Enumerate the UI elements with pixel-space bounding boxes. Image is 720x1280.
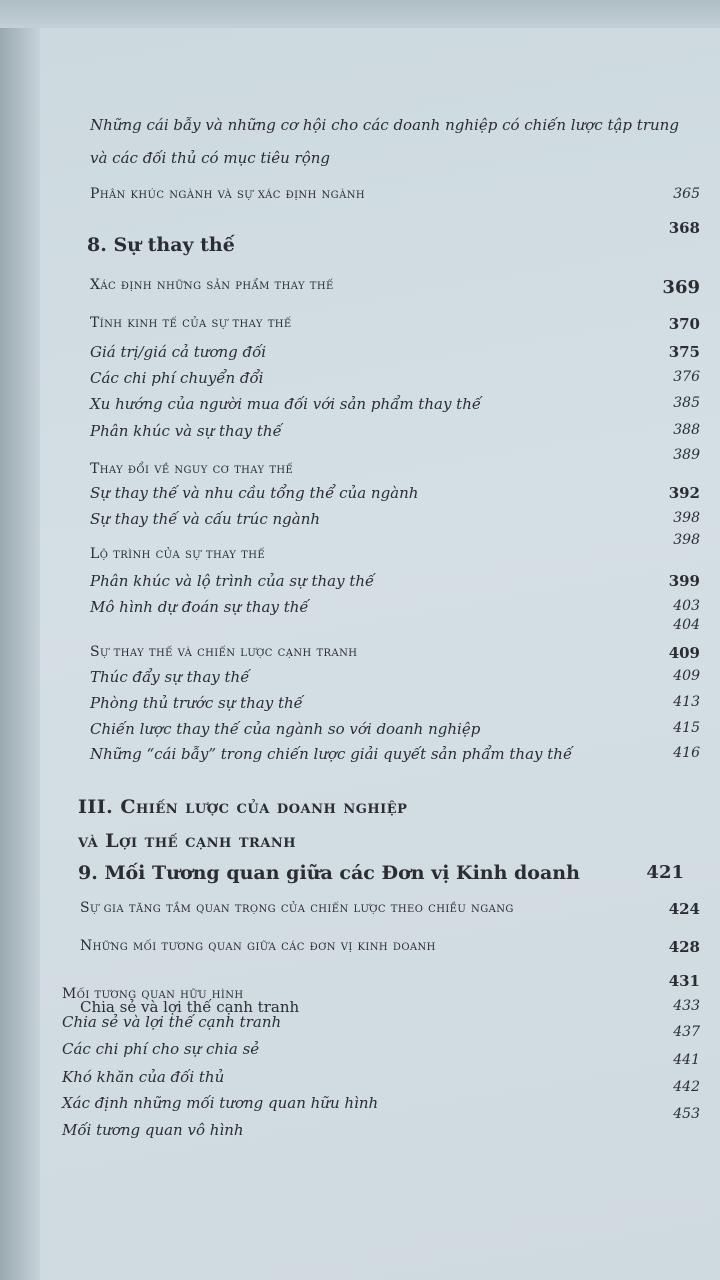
entry-page: 368 (668, 219, 700, 237)
toc-entry (40, 343, 700, 369)
entry-text: Phân khúc và sự thay thế (90, 422, 282, 440)
entry-page: 385 (673, 395, 700, 411)
entry-page: 369 (662, 277, 700, 298)
toc-entry (40, 900, 700, 926)
toc-entry (40, 395, 700, 421)
entry-page: 370 (668, 315, 700, 333)
part-heading (40, 796, 700, 822)
entry-text: Những cái bẫy và những cơ hội cho các doanh nghiệp có chiến lược tập trung (90, 116, 679, 134)
entry-text: Sự thay thế và nhu cầu tổng thể của ngành (90, 484, 419, 502)
entry-text: Sự gia tăng tầm quan trọng của chiến lược theo chiều ngang (80, 900, 514, 916)
toc-entry (40, 694, 700, 720)
chapter-heading (40, 234, 700, 260)
entry-page: 442 (673, 1079, 700, 1095)
entry-text: Xu hướng của người mua đối với sản phẩm thay thế (90, 395, 482, 413)
entry-text: Chiến lược thay thế của ngành so với doanh nghiệp (90, 720, 481, 738)
toc-entry (40, 277, 700, 303)
entry-text: Xác định những mối tương quan hữu hình (62, 1094, 379, 1112)
entry-text: Thay đổi về nguy cơ thay thế (90, 461, 294, 477)
entry-text: Phòng thủ trước sự thay thế (90, 694, 303, 712)
book-spine-shadow (0, 0, 40, 1280)
entry-text: Các chi phí cho sự chia sẻ (62, 1040, 260, 1058)
toc-entry (40, 315, 700, 341)
entry-page: 365 (673, 186, 700, 202)
entry-text: Sự thay thế và chiến lược cạnh tranh (90, 644, 358, 660)
entry-page: 375 (668, 343, 700, 361)
toc-entry (40, 1121, 700, 1147)
entry-page: 403 (673, 598, 700, 614)
entry-page: 428 (668, 938, 700, 956)
page-top-edge (0, 0, 720, 28)
entry-page: 453 (673, 1106, 700, 1122)
entry-page: 389 (673, 447, 700, 463)
entry-page: 399 (668, 572, 700, 590)
entry-page: 409 (668, 644, 700, 662)
entry-page: 431 (668, 972, 700, 990)
entry-text: Sự thay thế và cấu trúc ngành (90, 510, 321, 528)
entry-page: 424 (668, 900, 700, 918)
toc-entry (40, 644, 700, 670)
entry-page: 416 (673, 745, 700, 761)
entry-text: Phân khúc và lộ trình của sự thay thế (90, 572, 375, 590)
entry-page: 404 (673, 617, 700, 633)
entry-text: 8. Sự thay thế (87, 234, 235, 256)
toc-entry (40, 720, 700, 746)
entry-text: Xác định những sản phẩm thay thế (90, 277, 334, 293)
entry-page: 433 (673, 998, 700, 1014)
toc-entry (40, 938, 700, 964)
entry-page: 398 (673, 532, 700, 548)
toc-entry (40, 116, 700, 142)
entry-page: 376 (673, 369, 700, 385)
entry-text: 9. Mối Tương quan giữa các Đơn vị Kinh doanh (78, 862, 580, 884)
toc-entry (40, 369, 700, 395)
toc-entry (40, 572, 700, 598)
entry-text: Những “cái bẫy” trong chiến lược giải quyết sản phẩm thay thế (90, 745, 573, 763)
entry-page: 398 (673, 510, 700, 526)
entry-text: Thúc đẩy sự thay thế (90, 668, 250, 686)
entry-text: Các chi phí chuyển đổi (90, 369, 264, 387)
entry-page: 437 (673, 1024, 700, 1040)
entry-page: 388 (673, 422, 700, 438)
entry-page: 413 (673, 694, 700, 710)
entry-page: 409 (673, 668, 700, 684)
entry-text: Khó khăn của đối thủ (62, 1068, 225, 1086)
entry-text: và Lợi thế cạnh tranh (78, 830, 297, 852)
entry-text: và các đối thủ có mục tiêu rộng (90, 149, 331, 167)
toc-entry (40, 484, 700, 510)
toc-entry (40, 186, 700, 212)
entry-page: 441 (673, 1052, 700, 1068)
toc-entry (40, 668, 700, 694)
entry-text: Tính kinh tế của sự thay thế (90, 315, 292, 331)
entry-text: III. Chiến lược của doanh nghiệp (78, 796, 408, 818)
toc-entry (40, 149, 700, 175)
entry-text: Phân khúc ngành và sự xác định ngành (90, 186, 365, 202)
toc-entry (40, 745, 700, 771)
entry-text: Chia sẻ và lợi thế cạnh tranh (62, 1013, 282, 1031)
toc-entry (40, 422, 700, 448)
entry-page: 421 (646, 862, 684, 883)
toc-entry (40, 617, 700, 643)
entry-text: Lộ trình của sự thay thế (90, 546, 266, 562)
entry-text: Chia sẻ và lợi thế cạnh tranh (80, 998, 300, 1016)
entry-page: 392 (668, 484, 700, 502)
chapter-heading (40, 862, 700, 888)
entry-text: Giá trị/giá cả tương đối (90, 343, 267, 361)
entry-text: Những mối tương quan giữa các đơn vị kinh doanh (80, 938, 436, 954)
entry-text: Mối tương quan hữu hình (62, 986, 244, 1002)
toc-page (40, 28, 720, 1280)
part-heading (40, 830, 700, 856)
entry-text: Mối tương quan vô hình (62, 1121, 244, 1139)
entry-text: Mô hình dự đoán sự thay thế (90, 598, 309, 616)
toc-entry (40, 546, 700, 572)
entry-page: 415 (673, 720, 700, 736)
